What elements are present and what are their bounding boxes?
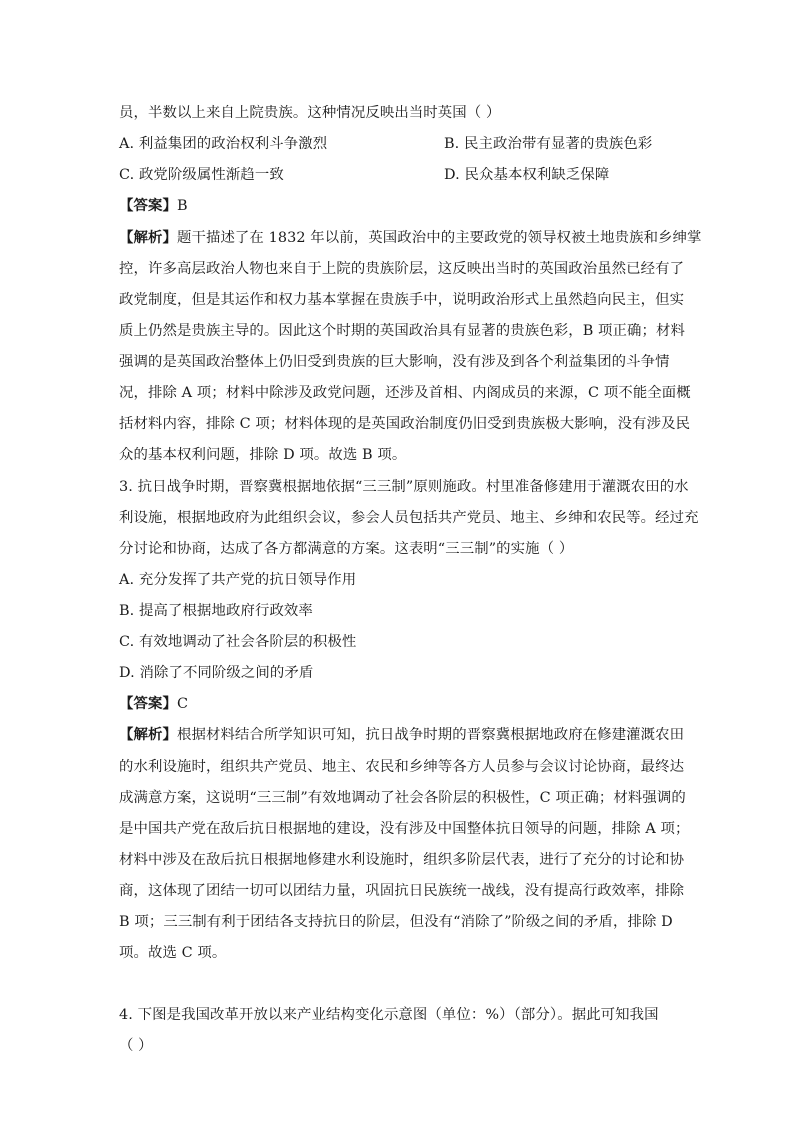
q2-analysis-line: 括材料内容，排除 C 项；材料体现的是英国政治制度仍旧受到贵族极大影响，没有涉及民 <box>119 416 691 432</box>
q3-option-b: B. 提高了根据地政府行政效率 <box>119 603 313 619</box>
q3-option-c: C. 有效地调动了社会各阶层的积极性 <box>119 634 357 650</box>
q3-analysis-line: 成满意方案，这说明“三三制”有效地调动了社会各阶层的积极性，C 项正确；材料强调的 <box>119 790 686 806</box>
q2-option-a: A. 利益集团的政治权利斗争激烈 <box>119 136 328 152</box>
q2-analysis-line: 众的基本权利问题，排除 D 项。故选 B 项。 <box>119 447 407 463</box>
q2-option-d: D. 民众基本权利缺乏保障 <box>444 167 610 183</box>
q3-analysis-line: 商，这体现了团结一切可以团结力量，巩固抗日民族统一战线，没有提高行政效率，排除 <box>119 883 685 899</box>
q2-answer-value: B <box>176 198 188 214</box>
q3-analysis-line: 是中国共产党在敌后抗日根据地的建设，没有涉及中国整体抗日领导的问题，排除 A 项； <box>119 821 690 837</box>
q2-analysis-line: 政党制度，但是其运作和权力基本掌握在贵族手中，说明政治形式上虽然趋向民主，但实 <box>119 292 685 308</box>
q3-analysis-line: 的水利设施时，组织共产党员、地主、农民和乡绅等各方人员参与会议讨论协商，最终达 <box>119 759 685 775</box>
q2-analysis-line: 况，排除 A 项；材料中除涉及政党问题，还涉及首相、内阁成员的来源，C 项不能全面概 <box>119 385 691 401</box>
q2-answer <box>119 196 188 216</box>
q2-analysis-label: 【解析】 <box>119 229 177 246</box>
q3-analysis-line: 项。故选 C 项。 <box>119 945 227 961</box>
q2-option-b: B. 民主政治带有显著的贵族色彩 <box>444 136 653 152</box>
q3-analysis-line <box>119 725 684 745</box>
q3-stem-line: 分讨论和协商，达成了各方都满意的方案。这表明“三三制”的实施（ ） <box>119 541 574 557</box>
q3-stem-line: 利设施，根据地政府为此组织会议，参会人员包括共产党员、地主、乡绅和农民等。经过充 <box>119 510 699 526</box>
q2-analysis-line: 质上仍然是贵族主导的。因此这个时期的英国政治具有显著的贵族色彩，B 项正确；材料 <box>119 323 685 339</box>
q3-option-d: D. 消除了不同阶级之间的矛盾 <box>119 665 314 681</box>
q3-stem-line: 3. 抗日战争时期，晋察冀根据地依据“三三制”原则施政。村里准备修建用于灌溉农田的水 <box>119 479 689 495</box>
q3-analysis-line: 材料中涉及在敌后抗日根据地修建水利设施时，组织多阶层代表，进行了充分的讨论和协 <box>119 852 685 868</box>
q2-option-c: C. 政党阶级属性渐趋一致 <box>119 167 284 183</box>
q3-answer-value: C <box>176 696 189 712</box>
q2-analysis-line: 强调的是英国政治整体上仍旧受到贵族的巨大影响，没有涉及到各个利益集团的斗争情 <box>119 354 670 370</box>
q4-stem-line: 4. 下图是我国改革开放以来产业结构变化示意图（单位：%）（部分）。据此可知我国 <box>119 1007 659 1023</box>
q2-answer-label: 【答案】 <box>119 197 177 214</box>
q3-analysis-line: B 项；三三制有利于团结各支持抗日的阶层，但没有“消除了”阶级之间的矛盾，排除 D <box>119 914 673 930</box>
q3-answer-label: 【答案】 <box>119 695 177 712</box>
q2-analysis-line <box>119 228 702 248</box>
q4-stem-line: （ ） <box>119 1038 153 1054</box>
q3-option-a: A. 充分发挥了共产党的抗日领导作用 <box>119 572 357 588</box>
q2-stem-tail: 员，半数以上来自上院贵族。这种情况反映出当时英国（ ） <box>119 105 501 121</box>
q2-analysis-text: 题干描述了在 1832 年以前，英国政治中的主要政党的领导权被土地贵族和乡绅掌 <box>176 230 702 246</box>
q2-analysis-line: 控，许多高层政治人物也来自于上院的贵族阶层，这反映出当时的英国政治虽然已经有了 <box>119 261 685 277</box>
q3-analysis-text: 根据材料结合所学知识可知，抗日战争时期的晋察冀根据地政府在修建灌溉农田 <box>176 727 685 743</box>
q3-answer <box>119 694 188 714</box>
q3-analysis-label: 【解析】 <box>119 726 177 743</box>
